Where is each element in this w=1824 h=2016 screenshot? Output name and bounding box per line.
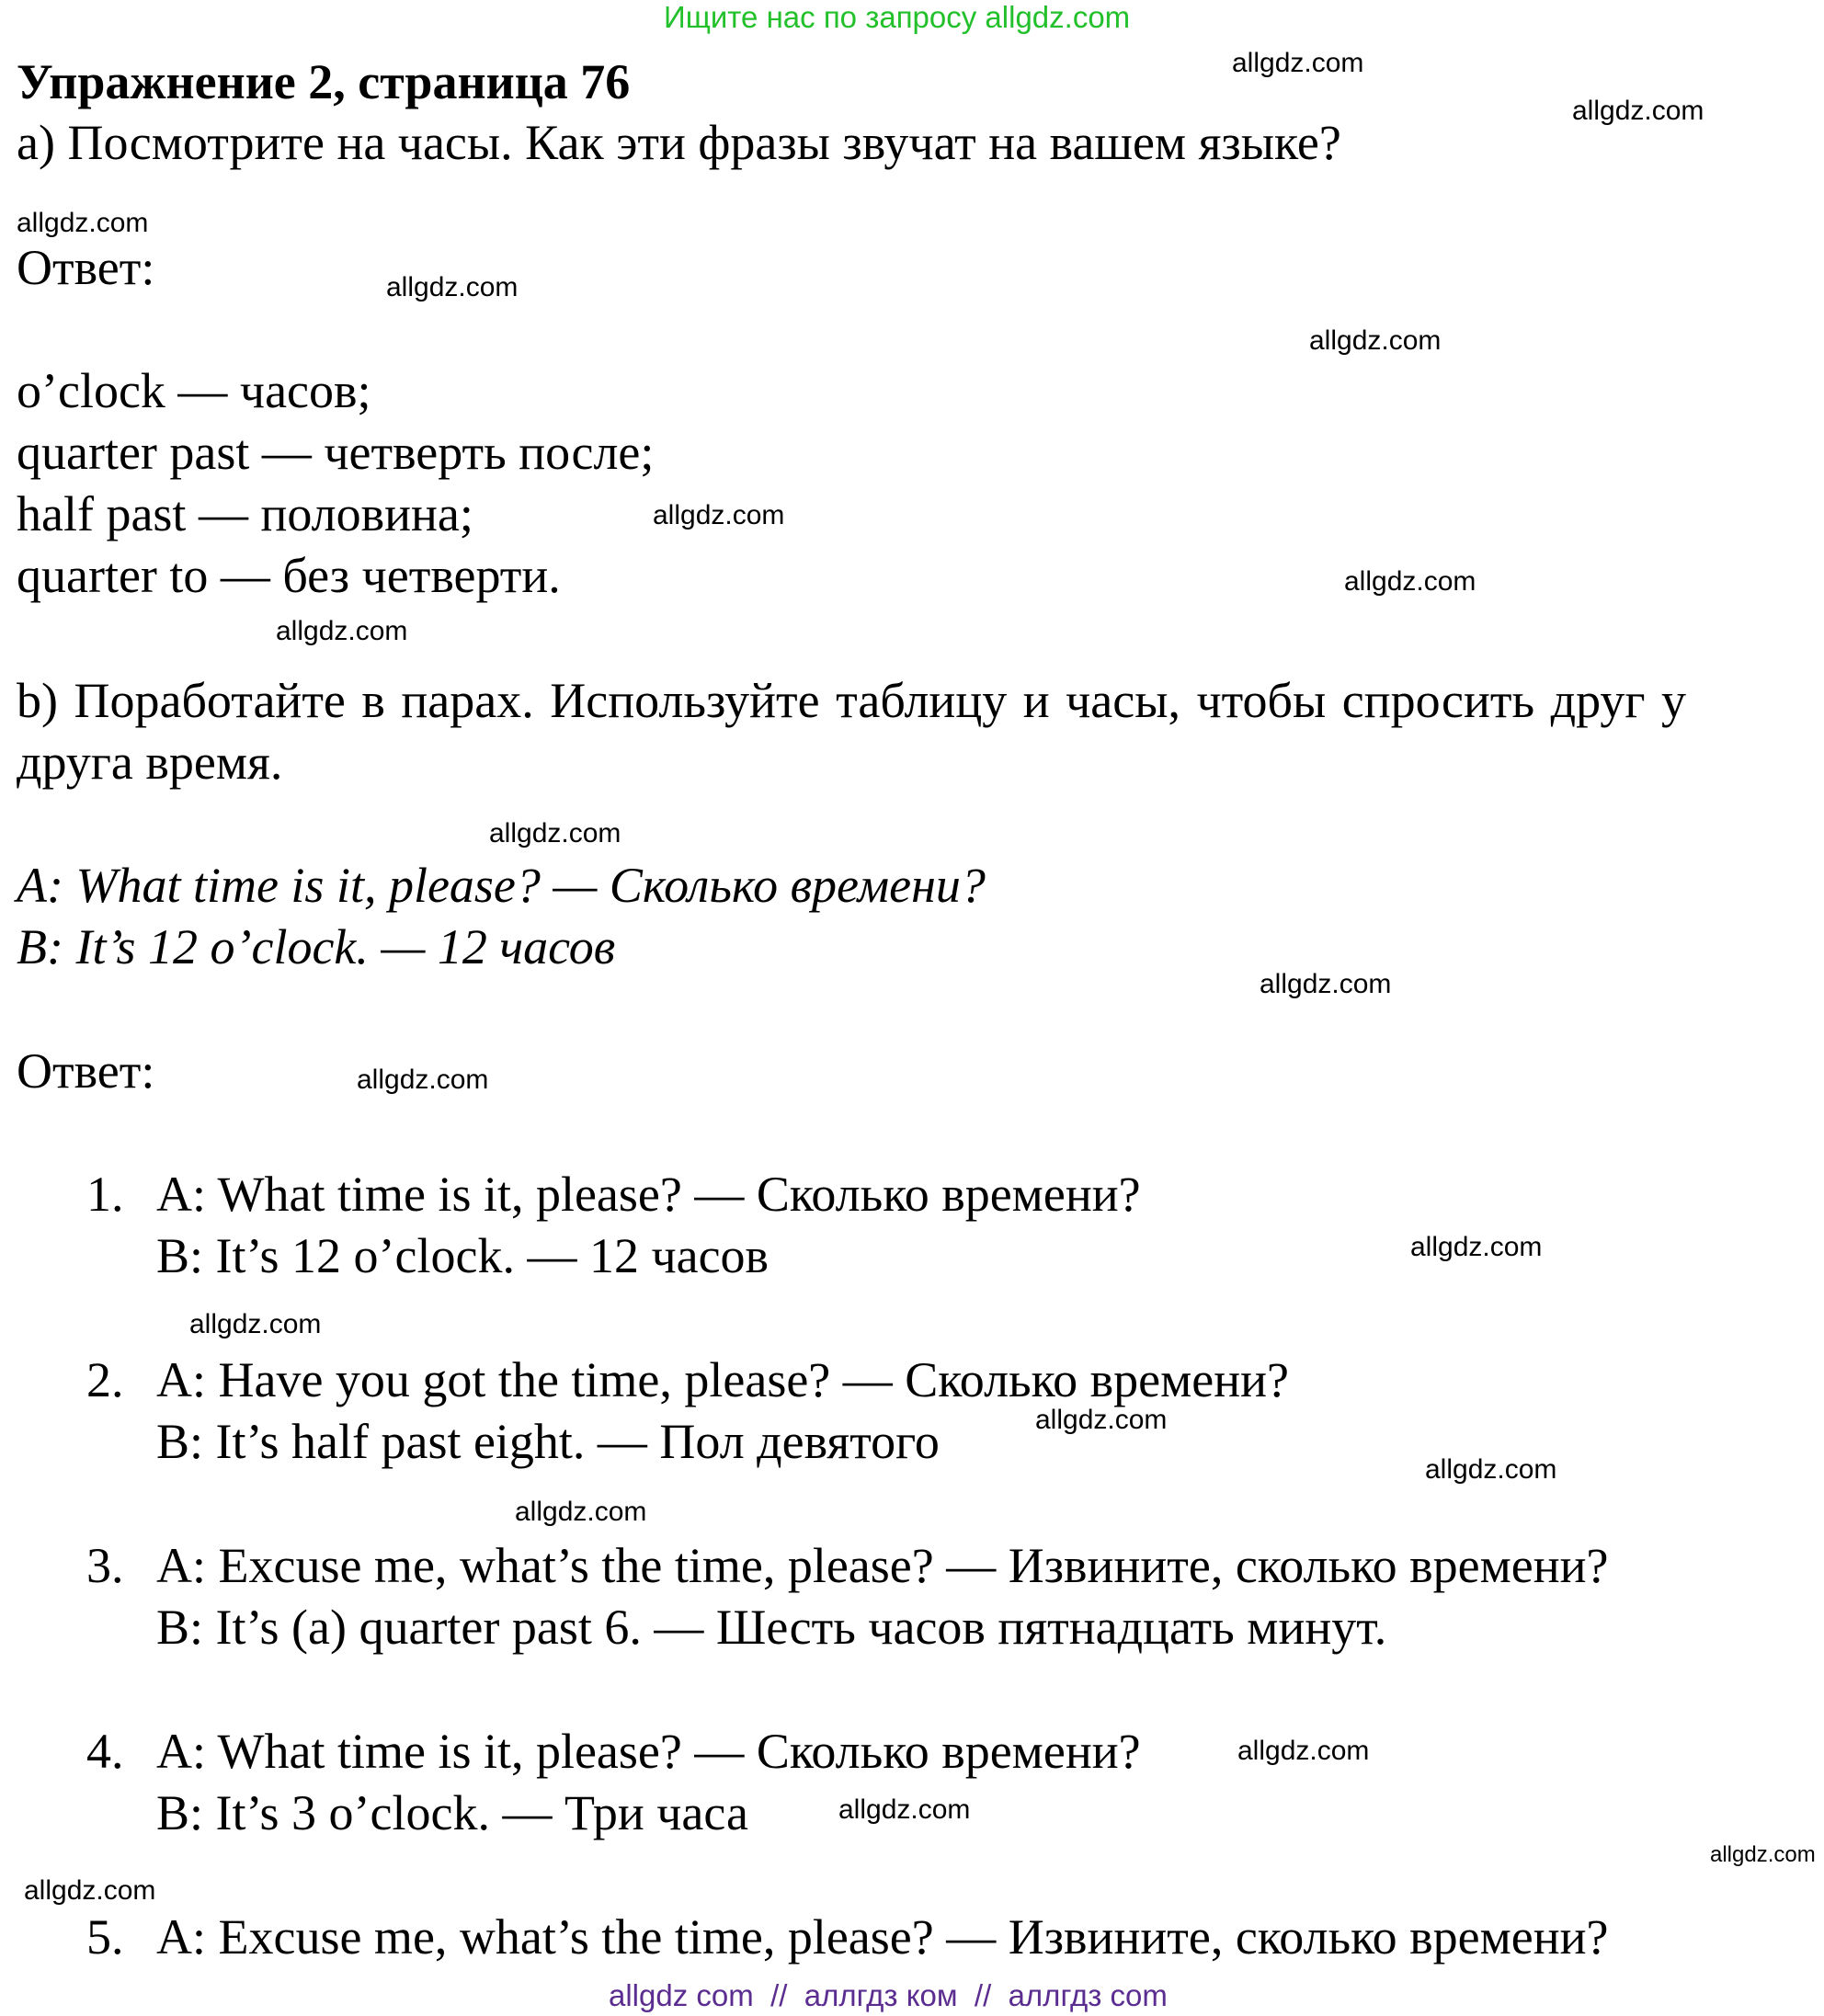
- watermark: allgdz.com: [357, 1065, 489, 1095]
- answer-label-2: Ответ:: [17, 1043, 155, 1099]
- answer-line-b: B: It’s 3 o’clock. — Три часа: [156, 1785, 748, 1840]
- watermark: allgdz.com: [838, 1794, 971, 1825]
- page-title: Упражнение 2, страница 76: [17, 54, 631, 109]
- answer-line-a: A: Excuse me, what’s the time, please? — Извините, сколько времени?: [156, 1909, 1609, 1965]
- watermark: allgdz.com: [1572, 96, 1704, 126]
- watermark: allgdz.com: [1344, 566, 1476, 597]
- watermark: allgdz.com: [653, 500, 785, 530]
- task-a: а) Посмотрите на часы. Как эти фразы звучат на вашем языке?: [17, 115, 1341, 170]
- footer-banner: allgdz com // аллгдз ком // аллгдз com: [609, 1978, 1168, 2012]
- watermark: allgdz.com: [1410, 1232, 1543, 1262]
- watermark: allgdz.com: [386, 272, 519, 302]
- example-line-a: A: What time is it, please? — Сколько времени?: [17, 858, 986, 913]
- task-b-line2: друга время.: [17, 735, 283, 790]
- phrase-item: quarter past — четверть после;: [17, 425, 655, 480]
- top-banner: Ищите нас по запросу allgdz.com: [664, 0, 1131, 34]
- watermark: allgdz.com: [489, 818, 621, 849]
- watermark: allgdz.com: [24, 1875, 156, 1906]
- answer-number: 2.: [86, 1352, 124, 1407]
- answer-number: 4.: [86, 1724, 124, 1779]
- phrase-item: half past — половина;: [17, 486, 473, 541]
- watermark: allgdz.com: [1425, 1454, 1557, 1485]
- answer-number: 1.: [86, 1167, 124, 1222]
- watermark: allgdz.com: [1710, 1842, 1816, 1867]
- watermark: allgdz.com: [1237, 1736, 1370, 1766]
- watermark: allgdz.com: [17, 208, 149, 238]
- watermark: allgdz.com: [515, 1497, 647, 1527]
- answer-line-b: B: It’s 12 o’clock. — 12 часов: [156, 1228, 770, 1283]
- answer-label: Ответ:: [17, 240, 155, 295]
- answer-number: 3.: [86, 1538, 124, 1593]
- example-line-b: B: It’s 12 o’clock. — 12 часов: [17, 919, 616, 974]
- watermark: allgdz.com: [276, 616, 408, 646]
- watermark: allgdz.com: [189, 1309, 322, 1339]
- answer-line-b: B: It’s half past eight. — Пол девятого: [156, 1414, 940, 1469]
- task-b-line1: b) Поработайте в парах. Используйте таблицу и часы, чтобы спросить друг у: [17, 673, 1687, 728]
- answer-line-b: B: It’s (a) quarter past 6. — Шесть часов пятнадцать минут.: [156, 1600, 1387, 1655]
- answer-line-a: A: Have you got the time, please? — Сколько времени?: [156, 1352, 1290, 1407]
- phrase-item: quarter to — без четверти.: [17, 548, 561, 603]
- phrase-item: o’clock — часов;: [17, 363, 371, 418]
- answer-line-a: A: What time is it, please? — Сколько времени?: [156, 1167, 1141, 1222]
- watermark: allgdz.com: [1035, 1405, 1168, 1435]
- answer-line-a: A: Excuse me, what’s the time, please? — Извините, сколько времени?: [156, 1538, 1609, 1593]
- answer-number: 5.: [86, 1909, 124, 1965]
- watermark: allgdz.com: [1232, 48, 1364, 78]
- answer-line-a: A: What time is it, please? — Сколько времени?: [156, 1724, 1141, 1779]
- watermark: allgdz.com: [1260, 969, 1392, 999]
- watermark: allgdz.com: [1309, 325, 1442, 356]
